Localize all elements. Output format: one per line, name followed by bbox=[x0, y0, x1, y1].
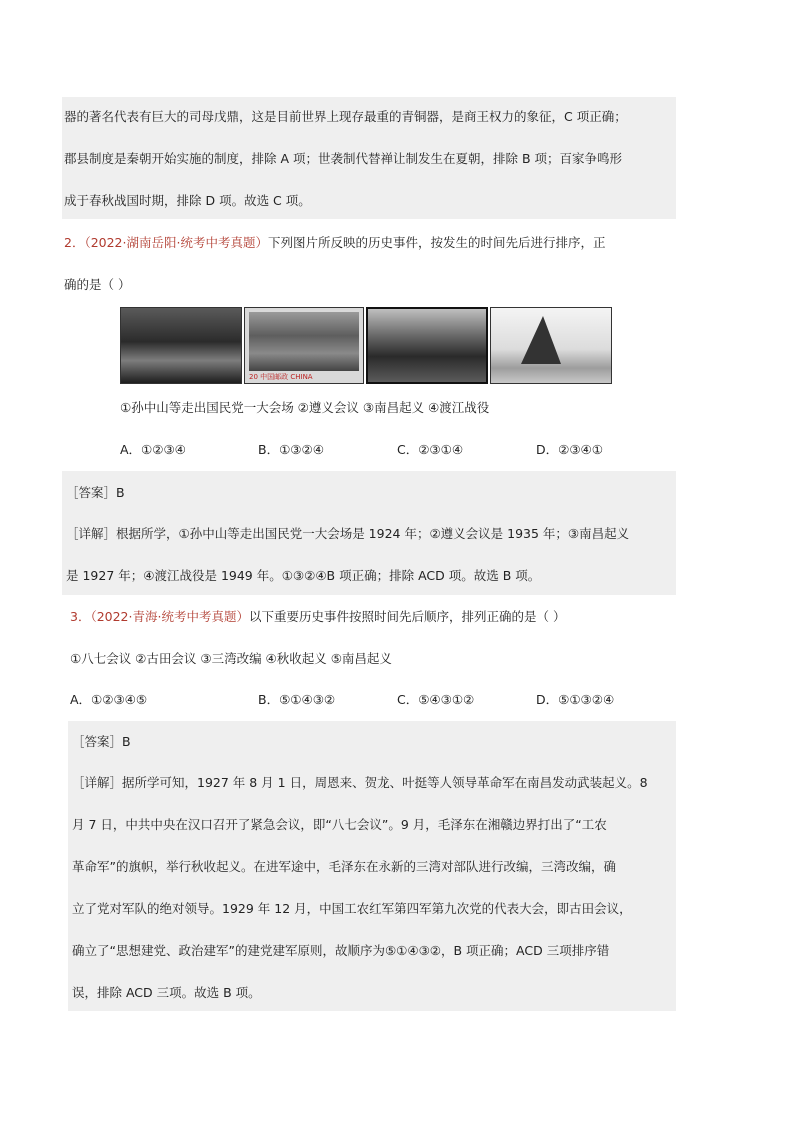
q1-detail-line-1: 器的著名代表有巨大的司母戊鼎，这是目前世界上现存最重的青铜器，是商王权力的象征，C 项正确； bbox=[64, 109, 627, 124]
photo-kmt-congress bbox=[120, 307, 242, 384]
q2-option-d[interactable]: D．②③④① bbox=[536, 442, 603, 457]
q2-stem-line-2: 确的是（ ） bbox=[64, 277, 131, 292]
q3-stem: 以下重要历史事件按照时间先后顺序，排列正确的是（ ） bbox=[248, 609, 566, 624]
q2-detail-line-1: ［详解］根据所学，①孙中山等走出国民党一大会场是 1924 年；②遵义会议是 1935 年；③南昌起义 bbox=[66, 526, 630, 541]
q3-detail-line-2: 月 7 日，中共中央在汉口召开了紧急会议，即“八七会议”。9 月，毛泽东在湘赣边界打出了“工农 bbox=[72, 817, 607, 832]
q2-number: 2． bbox=[64, 235, 85, 250]
q3-option-b[interactable]: B．⑤①④③② bbox=[258, 692, 336, 707]
photo-nanchang-uprising bbox=[366, 307, 488, 384]
q2-option-c[interactable]: C．②③①④ bbox=[397, 442, 464, 457]
q3-option-d[interactable]: D．⑤①③②④ bbox=[536, 692, 615, 707]
q2-option-b[interactable]: B．①③②④ bbox=[258, 442, 324, 457]
q3-detail-line-3: 革命军”的旗帜，举行秋收起义。在进军途中，毛泽东在永新的三湾对部队进行改编，三湾改编，确 bbox=[72, 859, 616, 874]
q3-answer: ［答案］B bbox=[72, 734, 131, 749]
q3-source: （2022·青海·统考中考真题） bbox=[90, 609, 249, 624]
q3-events: ①八七会议 ②古田会议 ③三湾改编 ④秋收起义 ⑤南昌起义 bbox=[70, 651, 392, 666]
photo-river-crossing bbox=[490, 307, 612, 384]
q3-detail-line-6: 误，排除 ACD 三项。故选 B 项。 bbox=[72, 985, 261, 1000]
q3-detail-line-4: 立了党对军队的绝对领导。1929 年 12 月，中国工农红军第四军第九次党的代表大会，即古田会议， bbox=[72, 901, 632, 916]
q1-detail-line-3: 成于春秋战国时期，排除 D 项。故选 C 项。 bbox=[64, 193, 311, 208]
q3-detail-line-5: 确立了“思想建党、政治建军”的建党建军原则，故顺序为⑤①④③②，B 项正确；ACD 三项排序错 bbox=[72, 943, 610, 958]
q2-source: （2022·湖南岳阳·统考中考真题） bbox=[84, 235, 268, 250]
q2-answer: ［答案］B bbox=[66, 485, 125, 500]
q2-photo-strip bbox=[120, 307, 612, 384]
q3-detail-line-1: ［详解］据所学可知，1927 年 8 月 1 日，周恩来、贺龙、叶挺等人领导革命军在南昌发动武装起义。8 bbox=[72, 775, 648, 790]
q3-option-a[interactable]: A．①②③④⑤ bbox=[70, 692, 148, 707]
q1-detail-line-2: 郡县制度是秦朝开始实施的制度，排除 A 项；世袭制代替禅让制发生在夏朝，排除 B 项；百家争鸣形 bbox=[64, 151, 623, 166]
stamp-picture bbox=[249, 312, 359, 371]
q2-option-a[interactable]: A．①②③④ bbox=[120, 442, 186, 457]
q3-option-c[interactable]: C．⑤④③①② bbox=[397, 692, 475, 707]
sail-icon bbox=[521, 316, 561, 364]
q2-stem: 下列图片所反映的历史事件，按发生的时间先后进行排序，正 bbox=[267, 235, 606, 250]
q2-photo-caption: ①孙中山等走出国民党一大会场 ②遵义会议 ③南昌起义 ④渡江战役 bbox=[120, 400, 490, 415]
photo-zunyi-stamp bbox=[244, 307, 364, 384]
stamp-caption: 20 中国邮政 CHINA bbox=[249, 373, 313, 381]
q2-stem-line-1 bbox=[64, 233, 605, 253]
q2-detail-line-2: 是 1927 年；④渡江战役是 1949 年。①③②④B 项正确；排除 ACD 项。故选 B 项。 bbox=[66, 568, 541, 583]
q3-stem-line bbox=[70, 607, 565, 627]
q3-number: 3． bbox=[70, 609, 91, 624]
